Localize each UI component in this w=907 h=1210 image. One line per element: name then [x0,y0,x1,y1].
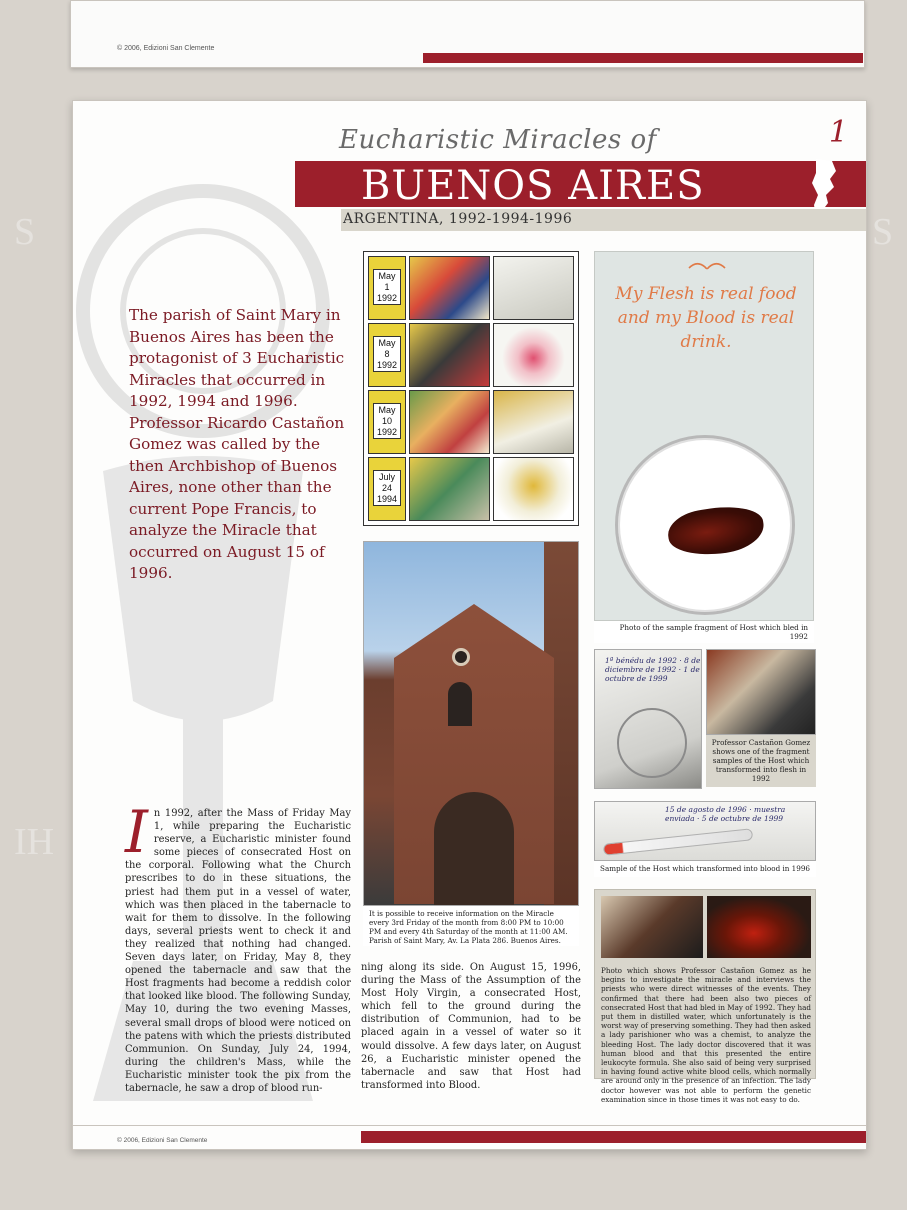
calendar-icon [373,470,401,506]
quote-box [594,251,814,621]
wall-watermark-right: S [872,211,894,253]
investigation-caption: Photo which shows Professor Castañon Gomez as he begins to investigate the miracle and interviews the priests who were direct witnesses of the events. They confirmed that there had been also two pieces of consecrated Host that had bled in May of 1992. They had put them in distilled water, which unfortunately is the worst way of preserving something. They had then asked a lady parishioner who was a chemist, to analyze the bleeding Host. The lady doctor discovered that it was human blood and that this presented the entire leukocyte formula. She also said of being very surprised in having found active white blood cells, which normally are around only in the presence of an infection. The lady doctor however was not able to perform the genetic examination since in those times it was not easy to do. [601,966,811,1104]
comic-strip [363,251,579,526]
blood-sample-photo [707,896,811,958]
footer-divider [73,1125,867,1126]
church-window [448,682,472,726]
footer-red-bar [361,1131,866,1143]
calendar-year: 1992 [376,427,398,437]
calendar-month: May [378,338,396,348]
professor-photo-caption: Professor Castañon Gomez shows one of the fragment samples of the Host which transformed into flesh in 1992 [706,735,816,787]
comic-row [368,457,574,521]
body-text-column-1 [125,798,351,1095]
calendar-day: 1 [384,282,390,292]
host-fragment [665,502,766,561]
sample-ring [617,708,687,778]
blood-tube-caption: Sample of the Host which transformed into blood in 1996 [594,861,816,877]
calendar-month: May [378,271,396,281]
calendar-icon [373,336,401,372]
comic-date-panel [368,457,406,521]
calendar-year: 1992 [376,293,398,303]
host-dish-photo [615,435,795,615]
fragment-sample-photo [594,649,702,789]
comic-scene [493,390,574,454]
comic-date-panel [368,256,406,320]
page-number: 1 [828,115,848,150]
comic-row [368,323,574,387]
page-subtitle: ARGENTINA, 1992-1994-1996 [343,211,573,227]
calendar-day: 24 [381,483,392,493]
host-photo-caption: Photo of the sample fragment of Host which bled in 1992 [594,621,814,643]
previous-panel-copyright: © 2006, Edizioni San Clemente [117,45,215,52]
wall-watermark-left-2: IH [14,821,55,863]
calendar-month: July [378,472,395,482]
exhibit-panel [72,100,867,1150]
comic-date-panel [368,390,406,454]
handwritten-note: 1ª bénédu de 1992 · 8 de diciembre de 1992 · 1 de octubre de 1999 [605,656,701,683]
comic-row [368,256,574,320]
comic-scene [409,457,490,521]
calendar-icon [373,403,401,439]
professor-photo [706,649,816,735]
wall-watermark-left: S [14,211,36,253]
body-paragraph-1: n 1992, after the Mass of Friday May 1, while preparing the Eucharistic reserve, a Eucharistic minister found some pieces of consecrated Host on the corporal. Following what the Church prescribes to do in these situations, the priest had them put in a vessel of water, which was then placed in the tabernacle to wait for them to dissolve. In the following days, several priests went to check it and they realized that nothing had changed. Seven days later, on Friday, May 8, they opened the tabernacle and saw that the Host fragments had become a reddish color that looked like blood. The following Sunday, May 10, during the two evening Masses, several small drops of blood were noticed on the patens with which the priests distributed Communion. On Sunday, July 24, 1994, during the children's Mass, while the Eucharistic minister took the pix from the tabernacle, he saw a drop of blood run- [125,808,351,1094]
calendar-day: 8 [384,349,390,359]
calendar-icon [373,269,401,305]
comic-row [368,390,574,454]
body-text-column-2: ning along its side. On August 15, 1996, during the Mass of the Assumption of the Most Holy Virgin, a consecrated Host, which fell to the ground during the distribution of Communion, had to be placed again in a vessel of water so it would dissolve. A few days later, on August 26, a Eucharistic minister opened the tabernacle and saw that Host had transformed into Blood. [361,962,581,1091]
calendar-year: 1992 [376,360,398,370]
comic-date-panel [368,323,406,387]
previous-panel [70,0,865,68]
comic-scene [493,457,574,521]
interview-photo [601,896,703,958]
footer-copyright: © 2006, Edizioni San Clemente [117,1137,208,1144]
title-band [295,161,867,207]
page-title: BUENOS AIRES [361,163,705,209]
intro-paragraph: The parish of Saint Mary in Buenos Aires has been the protagonist of 3 Eucharistic Miracles that occurred in 1992, 1994 and 1996. Professor Ricardo Castañon Gomez was called by the then Archbishop of Buenos Aires, none other than the current Pope Francis, to analyze the Miracle that occurred on August 15 of 1996. [129,306,345,582]
blood-tube-photo [594,801,816,861]
ornament-swirl-icon [687,260,727,274]
church-rose-window [452,648,470,666]
test-tube [603,828,753,856]
comic-scene [493,256,574,320]
previous-panel-red-bar [423,53,863,63]
calendar-day: 10 [381,416,392,426]
calendar-year: 1994 [376,494,398,504]
comic-scene [409,390,490,454]
subtitle-band [341,209,867,231]
church-photo [363,541,579,906]
scripture-quote: My Flesh is real food and my Blood is real drink. [615,284,797,352]
church-door [434,792,514,906]
calendar-month: May [378,405,396,415]
church-caption: It is possible to receive information on the Miracle every 3rd Friday of the month from 8:00 PM to 10:00 PM and every 4th Saturday of the month at 11:00 AM. Parish of Saint Mary, Av. La Plata 286. Buenos Aires. [363,906,579,946]
handwritten-label: 15 de agosto de 1996 · muestra enviada · 5 de octubre de 1999 [665,805,786,823]
comic-scene [409,256,490,320]
comic-scene [493,323,574,387]
investigation-box [594,889,816,1104]
drop-cap: I [125,798,148,866]
comic-scene [409,323,490,387]
header-script-title: Eucharistic Miracles of [339,125,657,155]
